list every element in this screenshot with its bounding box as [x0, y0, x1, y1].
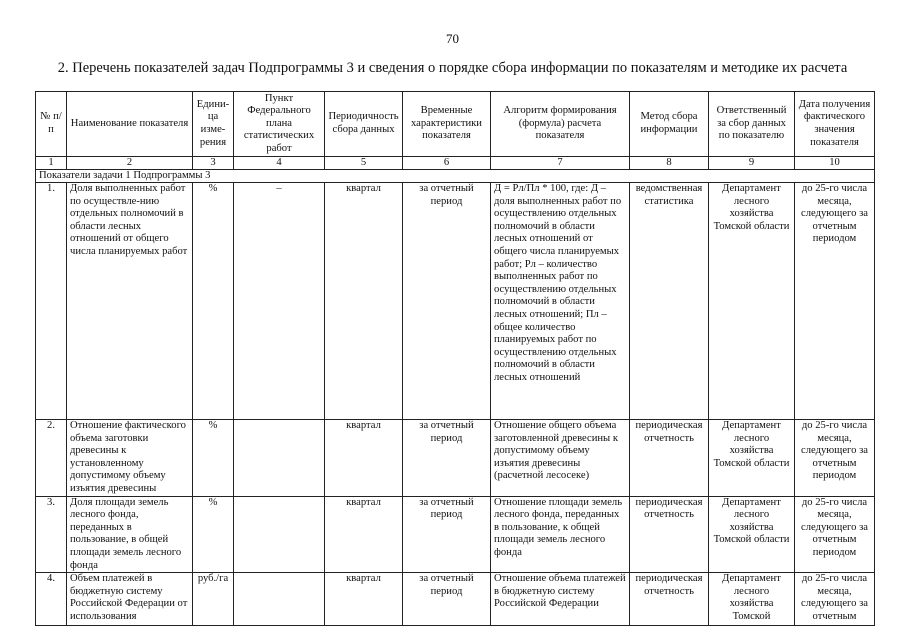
header-cell: Алгоритм формирования (формула) расчета показателя — [491, 92, 630, 157]
column-number: 2 — [67, 157, 193, 170]
responsible-cell: Департамент лесного хозяйства Томской области — [709, 496, 795, 573]
time-characteristic-cell: за отчетный период — [403, 573, 491, 626]
method-cell: периодическая отчетность — [630, 573, 709, 626]
table-row — [36, 420, 875, 497]
date-cell: до 25-го числа месяца, следующего за отчетным — [795, 573, 875, 626]
time-characteristic-cell: за отчетный период — [403, 420, 491, 497]
periodicity-cell: квартал — [325, 183, 403, 420]
date-cell: до 25-го числа месяца, следующего за отчетным периодом — [795, 183, 875, 420]
header-cell: Периодичность сбора данных — [325, 92, 403, 157]
header-row — [36, 92, 875, 157]
plan-item-cell — [234, 573, 325, 626]
indicator-name: Доля площади земель лесного фонда, переданных в пользование, в общей площади земель лесного фонда — [67, 496, 193, 573]
plan-item-cell — [234, 496, 325, 573]
plan-item-cell — [234, 420, 325, 497]
unit-cell: % — [193, 420, 234, 497]
row-number: 1. — [36, 183, 67, 420]
column-numbers-row — [36, 157, 875, 170]
column-number: 9 — [709, 157, 795, 170]
unit-cell: % — [193, 496, 234, 573]
table-row — [36, 573, 875, 626]
periodicity-cell: квартал — [325, 496, 403, 573]
column-number: 1 — [36, 157, 67, 170]
header-cell: Наименование показателя — [67, 92, 193, 157]
unit-cell: руб./га — [193, 573, 234, 626]
periodicity-cell: квартал — [325, 573, 403, 626]
indicator-name: Объем платежей в бюджетную систему Российской Федерации от использования — [67, 573, 193, 626]
periodicity-cell: квартал — [325, 420, 403, 497]
header-cell: № п/п — [36, 92, 67, 157]
responsible-cell: Департамент лесного хозяйства Томской — [709, 573, 795, 626]
method-cell: периодическая отчетность — [630, 496, 709, 573]
algorithm-cell: Отношение общего объема заготовленной древесины к допустимому объему изъятия древесины (расчетной лесосеке) — [491, 420, 630, 497]
column-number: 3 — [193, 157, 234, 170]
header-cell: Дата получения фактического значения показателя — [795, 92, 875, 157]
column-number: 7 — [491, 157, 630, 170]
unit-cell: % — [193, 183, 234, 420]
method-cell: ведомственная статистика — [630, 183, 709, 420]
time-characteristic-cell: за отчетный период — [403, 183, 491, 420]
header-cell: Метод сбора информации — [630, 92, 709, 157]
plan-item-cell: – — [234, 183, 325, 420]
indicators-table — [35, 91, 875, 626]
indicator-name: Отношение фактического объема заготовки древесины к установленному допустимому объему изъятия древесины — [67, 420, 193, 497]
column-number: 8 — [630, 157, 709, 170]
responsible-cell: Департамент лесного хозяйства Томской области — [709, 183, 795, 420]
algorithm-cell: Отношение площади земель лесного фонда, переданных в пользование, к общей площади земель лесного фонда — [491, 496, 630, 573]
page-number: 70 — [446, 31, 459, 46]
page-heading: 2. Перечень показателей задач Подпрограммы 3 и сведения о порядке сбора информации по показателям и методике их расчета — [57, 60, 848, 76]
responsible-cell: Департамент лесного хозяйства Томской области — [709, 420, 795, 497]
row-number: 2. — [36, 420, 67, 497]
row-number: 3. — [36, 496, 67, 573]
algorithm-cell: Д = Рл/Пл * 100, где: Д – доля выполненных работ по осуществлению отдельных полномочий в области лесных отношений от общего числа планируемых работ; Рл – количество выполненных работ по осуществлению отдельных полномочий в области лесных отношений; Пл – общее количество планируемых работ по осуществлению отдельных полномочий в области лесных отношений — [491, 183, 630, 420]
column-number: 4 — [234, 157, 325, 170]
header-cell: Ответственный за сбор данных по показателю — [709, 92, 795, 157]
algorithm-cell: Отношение объема платежей в бюджетную систему Российской Федерации — [491, 573, 630, 626]
section-title: Показатели задачи 1 Подпрограммы 3 — [36, 170, 875, 183]
column-number: 6 — [403, 157, 491, 170]
header-cell: Временные характеристики показателя — [403, 92, 491, 157]
table-row — [36, 183, 875, 420]
method-cell: периодическая отчетность — [630, 420, 709, 497]
column-number: 10 — [795, 157, 875, 170]
header-cell: Пункт Федерального плана статистических работ — [234, 92, 325, 157]
date-cell: до 25-го числа месяца, следующего за отчетным периодом — [795, 496, 875, 573]
section-row — [36, 170, 875, 183]
column-number: 5 — [325, 157, 403, 170]
indicator-name: Доля выполненных работ по осуществле-нию отдельных полномочий в области лесных отношений от общего числа планируемых работ — [67, 183, 193, 420]
row-number: 4. — [36, 573, 67, 626]
table-row — [36, 496, 875, 573]
date-cell: до 25-го числа месяца, следующего за отчетным периодом — [795, 420, 875, 497]
time-characteristic-cell: за отчетный период — [403, 496, 491, 573]
header-cell: Едини-ца изме-рения — [193, 92, 234, 157]
